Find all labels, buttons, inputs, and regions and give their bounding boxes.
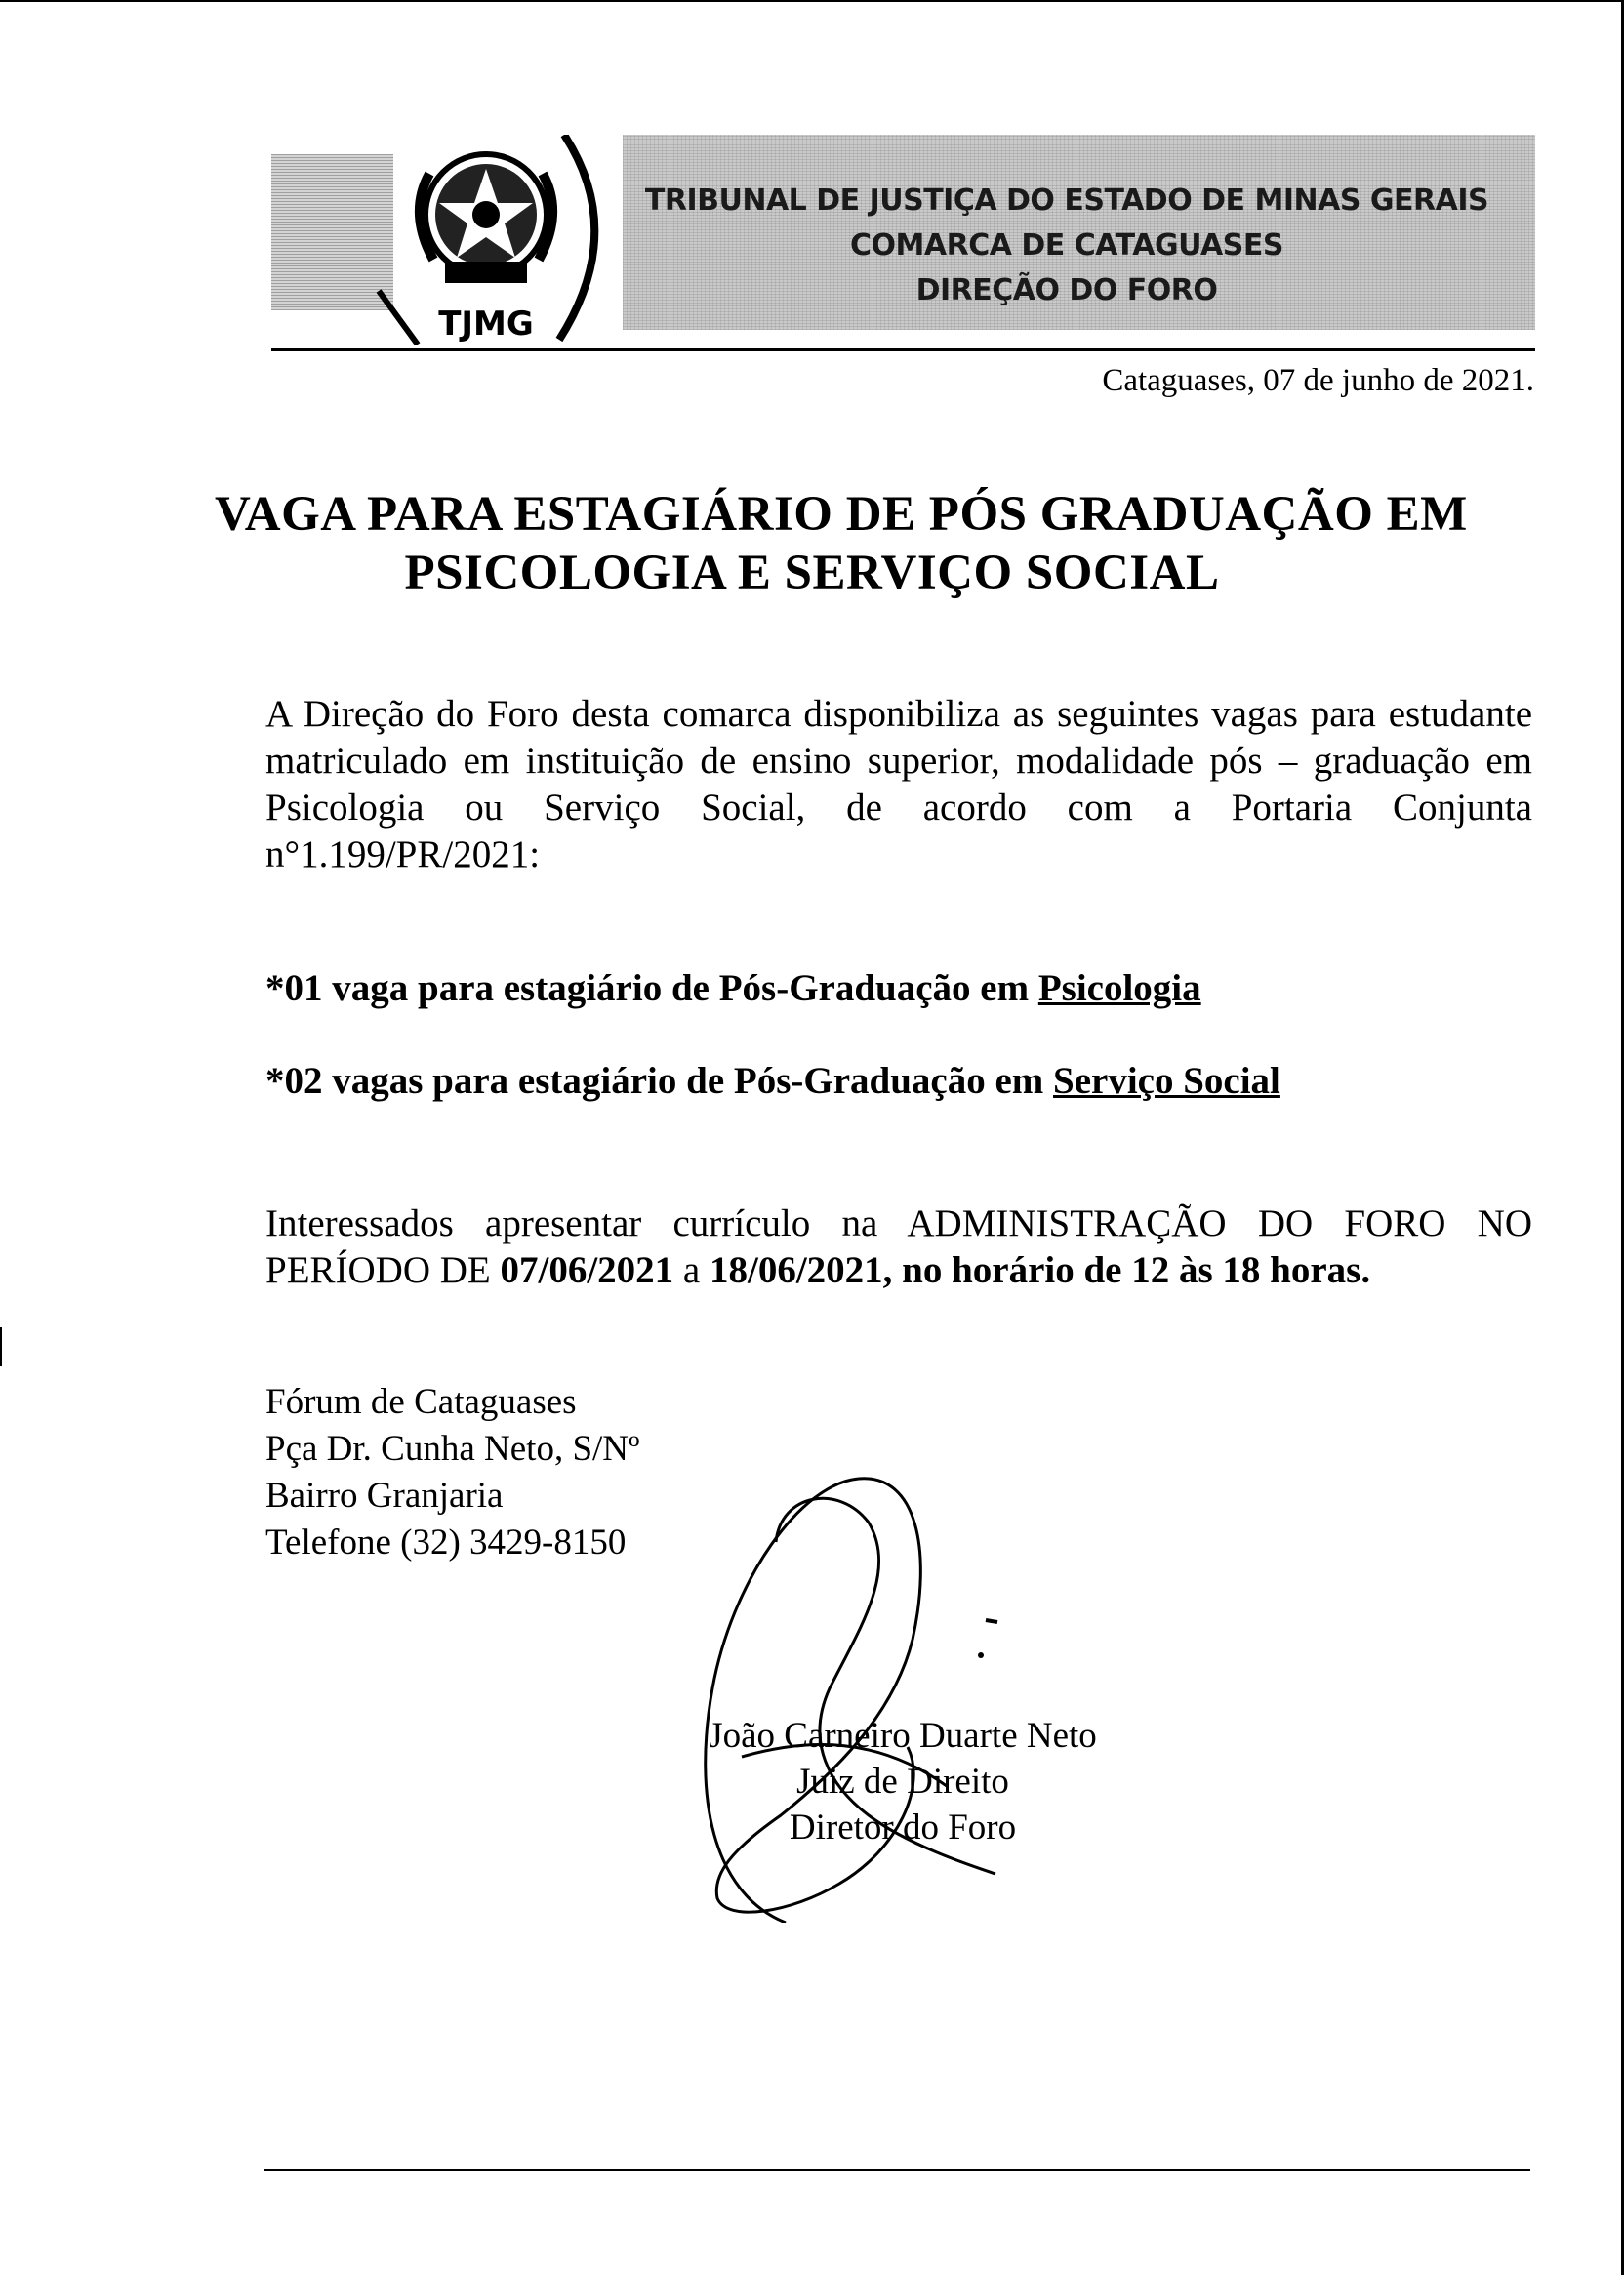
intro-paragraph: A Direção do Foro desta comarca disponibiliza as seguintes vagas para estudante matriculado em instituição de ensino superior, modalidade pós – graduação em Psicologia ou Serviço Social, de acordo com a Portaria Conjunta n°1.199/PR/2021:	[265, 693, 1532, 875]
signatory-role: Juiz de Direito	[796, 1762, 1009, 1802]
vacancy-area: Psicologia	[1037, 967, 1201, 1009]
application-start-date: 07/06/2021	[500, 1249, 674, 1291]
handwritten-signature	[673, 1464, 1044, 1923]
comarca-name: COMARCA DE CATAGUASES	[850, 228, 1283, 263]
letterhead	[271, 135, 1535, 345]
page-border-left-mark	[0, 1327, 2, 1366]
vacancy-area: Serviço Social	[1053, 1060, 1280, 1102]
signatory-name: João Carneiro Duarte Neto	[709, 1716, 1097, 1756]
court-name: TRIBUNAL DE JUSTIÇA DO ESTADO DE MINAS GERAIS	[644, 183, 1489, 218]
document-title-line-2: PSICOLOGIA E SERVIÇO SOCIAL	[404, 546, 1220, 600]
vacancy-servico-social	[265, 1059, 1280, 1103]
address-block	[265, 1379, 640, 1566]
application-text: Interessados apresentar currículo na ADMINISTRAÇÃO DO FORO NO PERÍODO DE	[265, 1202, 1532, 1291]
application-connector: a	[673, 1249, 710, 1291]
logo-text: TJMG	[438, 305, 534, 344]
signatory-office: Diretor do Foro	[789, 1808, 1017, 1848]
document-title-line-1: VAGA PARA ESTAGIÁRIO DE PÓS GRADUAÇÃO EM	[215, 487, 1468, 542]
header-rule	[271, 348, 1535, 351]
address-district: Bairro Granjaria	[265, 1476, 504, 1516]
document-date: Cataguases, 07 de junho de 2021.	[1102, 363, 1534, 398]
application-paragraph	[265, 1200, 1532, 1294]
page-border-top	[0, 0, 1624, 2]
footer-rule	[264, 2169, 1530, 2171]
address-street: Pça Dr. Cunha Neto, S/Nº	[265, 1429, 640, 1469]
address-phone: Telefone (32) 3429-8150	[265, 1523, 627, 1563]
address-venue: Fórum de Cataguases	[265, 1382, 577, 1422]
vacancy-text: *01 vaga para estagiário de Pós-Graduação em	[265, 967, 1038, 1009]
tjmg-coat-of-arms-icon	[340, 135, 632, 345]
application-end-date: 18/06/2021, no horário de 12 às 18 horas.	[709, 1249, 1371, 1291]
vacancy-psicologia	[265, 966, 1201, 1010]
vacancy-text: *02 vagas para estagiário de Pós-Graduação em	[265, 1060, 1054, 1102]
department-name: DIREÇÃO DO FORO	[915, 273, 1218, 307]
